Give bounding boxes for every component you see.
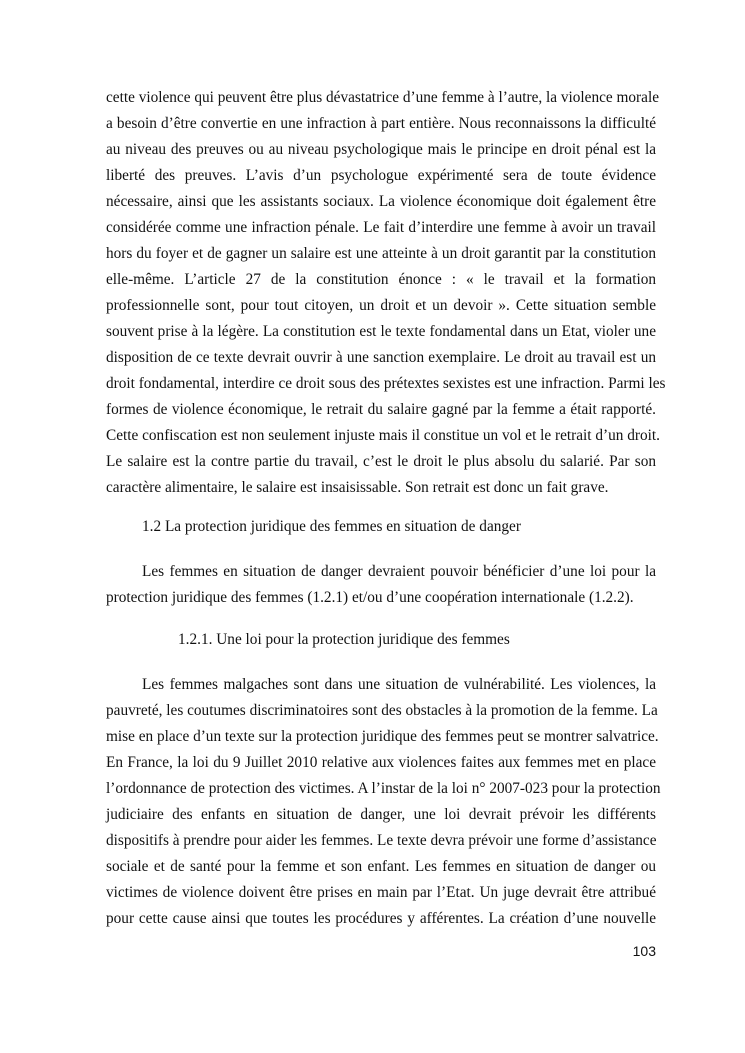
text-line: a besoin d’être convertie en une infraction à part entière. Nous reconnaissons la difficulté	[106, 115, 656, 132]
text-line: professionnelle sont, pour tout citoyen, un droit et un devoir ». Cette situation semble	[106, 297, 656, 314]
text-line: caractère alimentaire, le salaire est insaisissable. Son retrait est donc un fait grave.	[106, 479, 609, 496]
text-line: Les femmes malgaches sont dans une situation de vulnérabilité. Les violences, la	[142, 676, 656, 693]
text-line: sociale et de santé pour la femme et son enfant. Les femmes en situation de danger ou	[106, 858, 656, 875]
text-line: Les femmes en situation de danger devraient pouvoir bénéficier d’une loi pour la	[142, 563, 656, 580]
paragraph-intro-section	[106, 559, 656, 611]
text-line: Le salaire est la contre partie du travail, c’est le droit le plus absolu du salarié. Par son	[106, 453, 656, 470]
text-line: protection juridique des femmes (1.2.1) et/ou d’une coopération internationale (1.2.2).	[106, 589, 634, 606]
text-line: Cette confiscation est non seulement injuste mais il constitue un vol et le retrait d’un droit.	[106, 427, 660, 444]
text-line: mise en place d’un texte sur la protection juridique des femmes peut se montrer salvatrice.	[106, 728, 659, 745]
text-line: dispositifs à prendre pour aider les femmes. Le texte devra prévoir une forme d’assistance	[106, 832, 657, 849]
text-line: pauvreté, les coutumes discriminatoires sont des obstacles à la promotion de la femme. La	[106, 702, 658, 719]
text-line: elle-même. L’article 27 de la constitution énonce : « le travail et la formation	[106, 271, 656, 288]
text-line: En France, la loi du 9 Juillet 2010 relative aux violences faites aux femmes met en place	[106, 754, 656, 771]
paragraph-violence	[106, 85, 666, 501]
text-line: formes de violence économique, le retrait du salaire gagné par la femme a était rapporté.	[106, 401, 656, 418]
text-line: pour cette cause ainsi que toutes les procédures y afférentes. La création d’une nouvelle	[106, 910, 656, 927]
text-line: cette violence qui peuvent être plus dévastatrice d’une femme à l’autre, la violence morale	[106, 89, 659, 106]
text-line: souvent prise à la légère. La constitution est le texte fondamental dans un Etat, violer une	[106, 323, 656, 340]
text-line: droit fondamental, interdire ce droit sous des prétextes sexistes est une infraction. Parmi les	[106, 375, 666, 392]
text-line: liberté des preuves. L’avis d’un psychologue expérimenté sera de toute évidence	[106, 167, 656, 184]
paragraph-loi-protection	[106, 672, 661, 932]
text-line: judiciaire des enfants en situation de danger, une loi devrait prévoir les différents	[106, 806, 656, 823]
text-line: l’ordonnance de protection des victimes. A l’instar de la loi n° 2007-023 pour la protection	[106, 780, 661, 797]
text-line: hors du foyer et de gagner un salaire est une atteinte à un droit garantit par la constitution	[106, 245, 656, 262]
text-line: considérée comme une infraction pénale. Le fait d’interdire une femme à avoir un travail	[106, 219, 656, 236]
text-line: nécessaire, ainsi que les assistants sociaux. La violence économique doit également être	[106, 193, 656, 210]
text-line: victimes de violence doivent être prises en main par l’Etat. Un juge devrait être attribué	[106, 884, 656, 901]
text-line: au niveau des preuves ou au niveau psychologique mais le principe en droit pénal est la	[106, 141, 656, 158]
section-heading: 1.2 La protection juridique des femmes en situation de danger	[142, 518, 521, 535]
text-line: disposition de ce texte devrait ouvrir à une sanction exemplaire. Le droit au travail est un	[106, 349, 656, 366]
page-number: 103	[632, 943, 656, 959]
subsection-heading: 1.2.1. Une loi pour la protection juridique des femmes	[178, 631, 510, 648]
